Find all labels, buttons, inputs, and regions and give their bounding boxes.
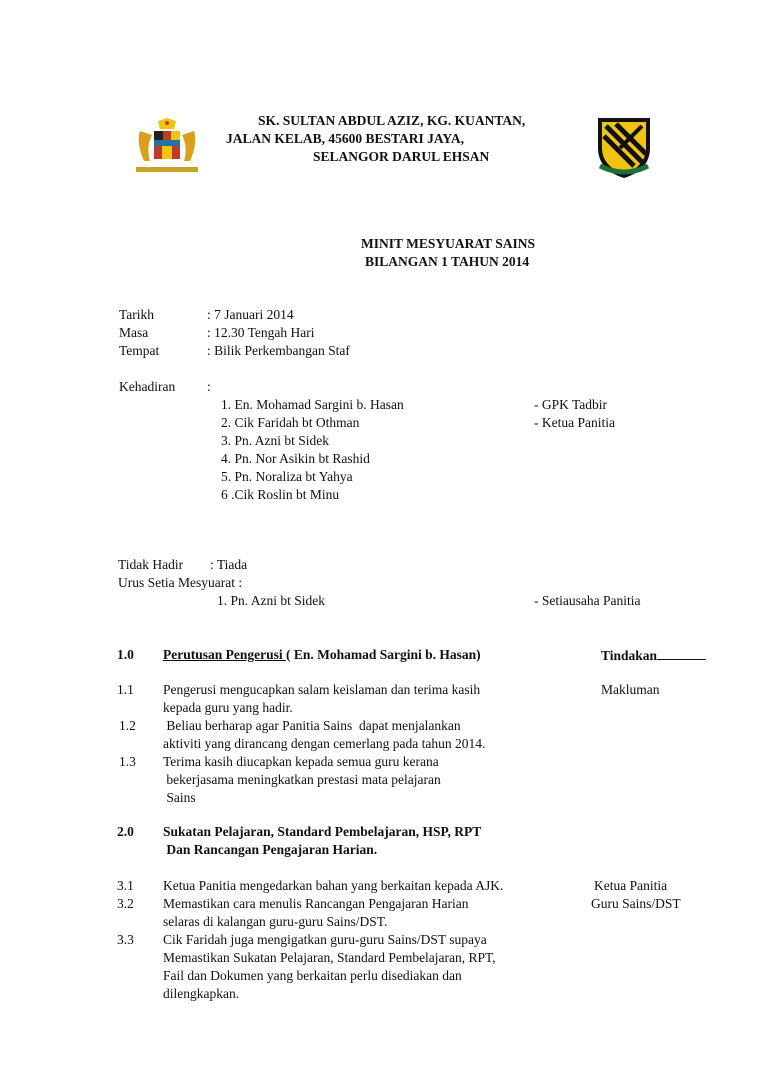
- section1-number: 1.0: [117, 647, 134, 662]
- attendee-name: 6 .Cik Roslin bt Minu: [221, 487, 340, 502]
- item-number: 3.2: [117, 896, 134, 911]
- section2-heading-cont: Dan Rancangan Pengajaran Harian.: [163, 842, 378, 857]
- school-state: SELANGOR DARUL EHSAN: [313, 149, 490, 164]
- section2-number: 2.0: [117, 824, 134, 839]
- item-text: selaras di kalangan guru-guru Sains/DST.: [163, 914, 388, 929]
- tempat-value: : Bilik Perkembangan Staf: [207, 343, 350, 358]
- item-text: Memastikan cara menulis Rancangan Pengajaran Harian: [163, 896, 469, 911]
- tarikh-value: : 7 Januari 2014: [207, 307, 294, 322]
- secretary-name: 1. Pn. Azni bt Sidek: [217, 593, 326, 608]
- kehadiran-label: Kehadiran: [119, 379, 176, 394]
- item-text: dilengkapkan.: [163, 986, 240, 1001]
- school-address: JALAN KELAB, 45600 BESTARI JAYA,: [226, 131, 465, 146]
- absent-label: Tidak Hadir: [118, 557, 184, 572]
- school-name: SK. SULTAN ABDUL AZIZ, KG. KUANTAN,: [258, 113, 526, 128]
- item-text: Pengerusi mengucapkan salam keislaman dan terima kasih: [163, 682, 481, 697]
- masa-value: : 12.30 Tengah Hari: [207, 325, 315, 340]
- item-text: Terima kasih diucapkan kepada semua guru kerana: [163, 754, 439, 769]
- action-column-header: [601, 646, 706, 664]
- attendee-name: 5. Pn. Noraliza bt Yahya: [221, 469, 353, 484]
- attendee-name: 4. Pn. Nor Asikin bt Rashid: [221, 451, 370, 466]
- attendee-role: - Ketua Panitia: [534, 415, 615, 430]
- school-crest-icon: [592, 112, 656, 180]
- item-number: 3.1: [117, 878, 134, 893]
- item-text: aktiviti yang dirancang dengan cemerlang pada tahun 2014.: [163, 736, 486, 751]
- item-action: Makluman: [601, 682, 660, 697]
- item-text: Cik Faridah juga mengigatkan guru-guru Sains/DST supaya: [163, 932, 487, 947]
- item-text: Memastikan Sukatan Pelajaran, Standard Pembelajaran, RPT,: [163, 950, 496, 965]
- tarikh-label: Tarikh: [119, 307, 155, 322]
- section1-heading: [163, 646, 481, 663]
- document-subtitle: BILANGAN 1 TAHUN 2014: [365, 254, 530, 269]
- item-action: Ketua Panitia: [594, 878, 668, 893]
- item-number: 1.3: [119, 754, 136, 769]
- secretary-label: Urus Setia Mesyuarat :: [118, 575, 243, 590]
- section2-heading: Sukatan Pelajaran, Standard Pembelajaran, HSP, RPT: [163, 824, 482, 839]
- item-text: Sains: [163, 790, 196, 805]
- attendee-name: 3. Pn. Azni bt Sidek: [221, 433, 330, 448]
- document-title: MINIT MESYUARAT SAINS: [361, 236, 536, 251]
- item-text: kepada guru yang hadir.: [163, 700, 293, 715]
- attendee-name: 1. En. Mohamad Sargini b. Hasan: [221, 397, 404, 412]
- kehadiran-colon: :: [207, 379, 211, 394]
- section1-heading-rest: ( En. Mohamad Sargini b. Hasan): [286, 647, 481, 662]
- item-text: Fail dan Dokumen yang berkaitan perlu disediakan dan: [163, 968, 462, 983]
- item-text: Beliau berharap agar Panitia Sains dapat menjalankan: [163, 718, 461, 733]
- secretary-role: - Setiausaha Panitia: [534, 593, 641, 608]
- item-number: 1.2: [119, 718, 136, 733]
- item-number: 3.3: [117, 932, 134, 947]
- masa-label: Masa: [119, 325, 149, 340]
- item-text: Ketua Panitia mengedarkan bahan yang berkaitan kepada AJK.: [163, 878, 504, 893]
- malaysia-coat-of-arms-icon: [132, 117, 202, 175]
- section1-heading-underlined: Perutusan Pengerusi: [163, 647, 286, 662]
- attendee-name: 2. Cik Faridah bt Othman: [221, 415, 360, 430]
- item-text: bekerjasama meningkatkan prestasi mata pelajaran: [163, 772, 441, 787]
- tempat-label: Tempat: [119, 343, 160, 358]
- attendee-role: - GPK Tadbir: [534, 397, 608, 412]
- item-action: Guru Sains/DST: [591, 896, 681, 911]
- item-number: 1.1: [117, 682, 134, 697]
- absent-value: : Tiada: [210, 557, 248, 572]
- action-header-label: Tindakan: [601, 648, 658, 663]
